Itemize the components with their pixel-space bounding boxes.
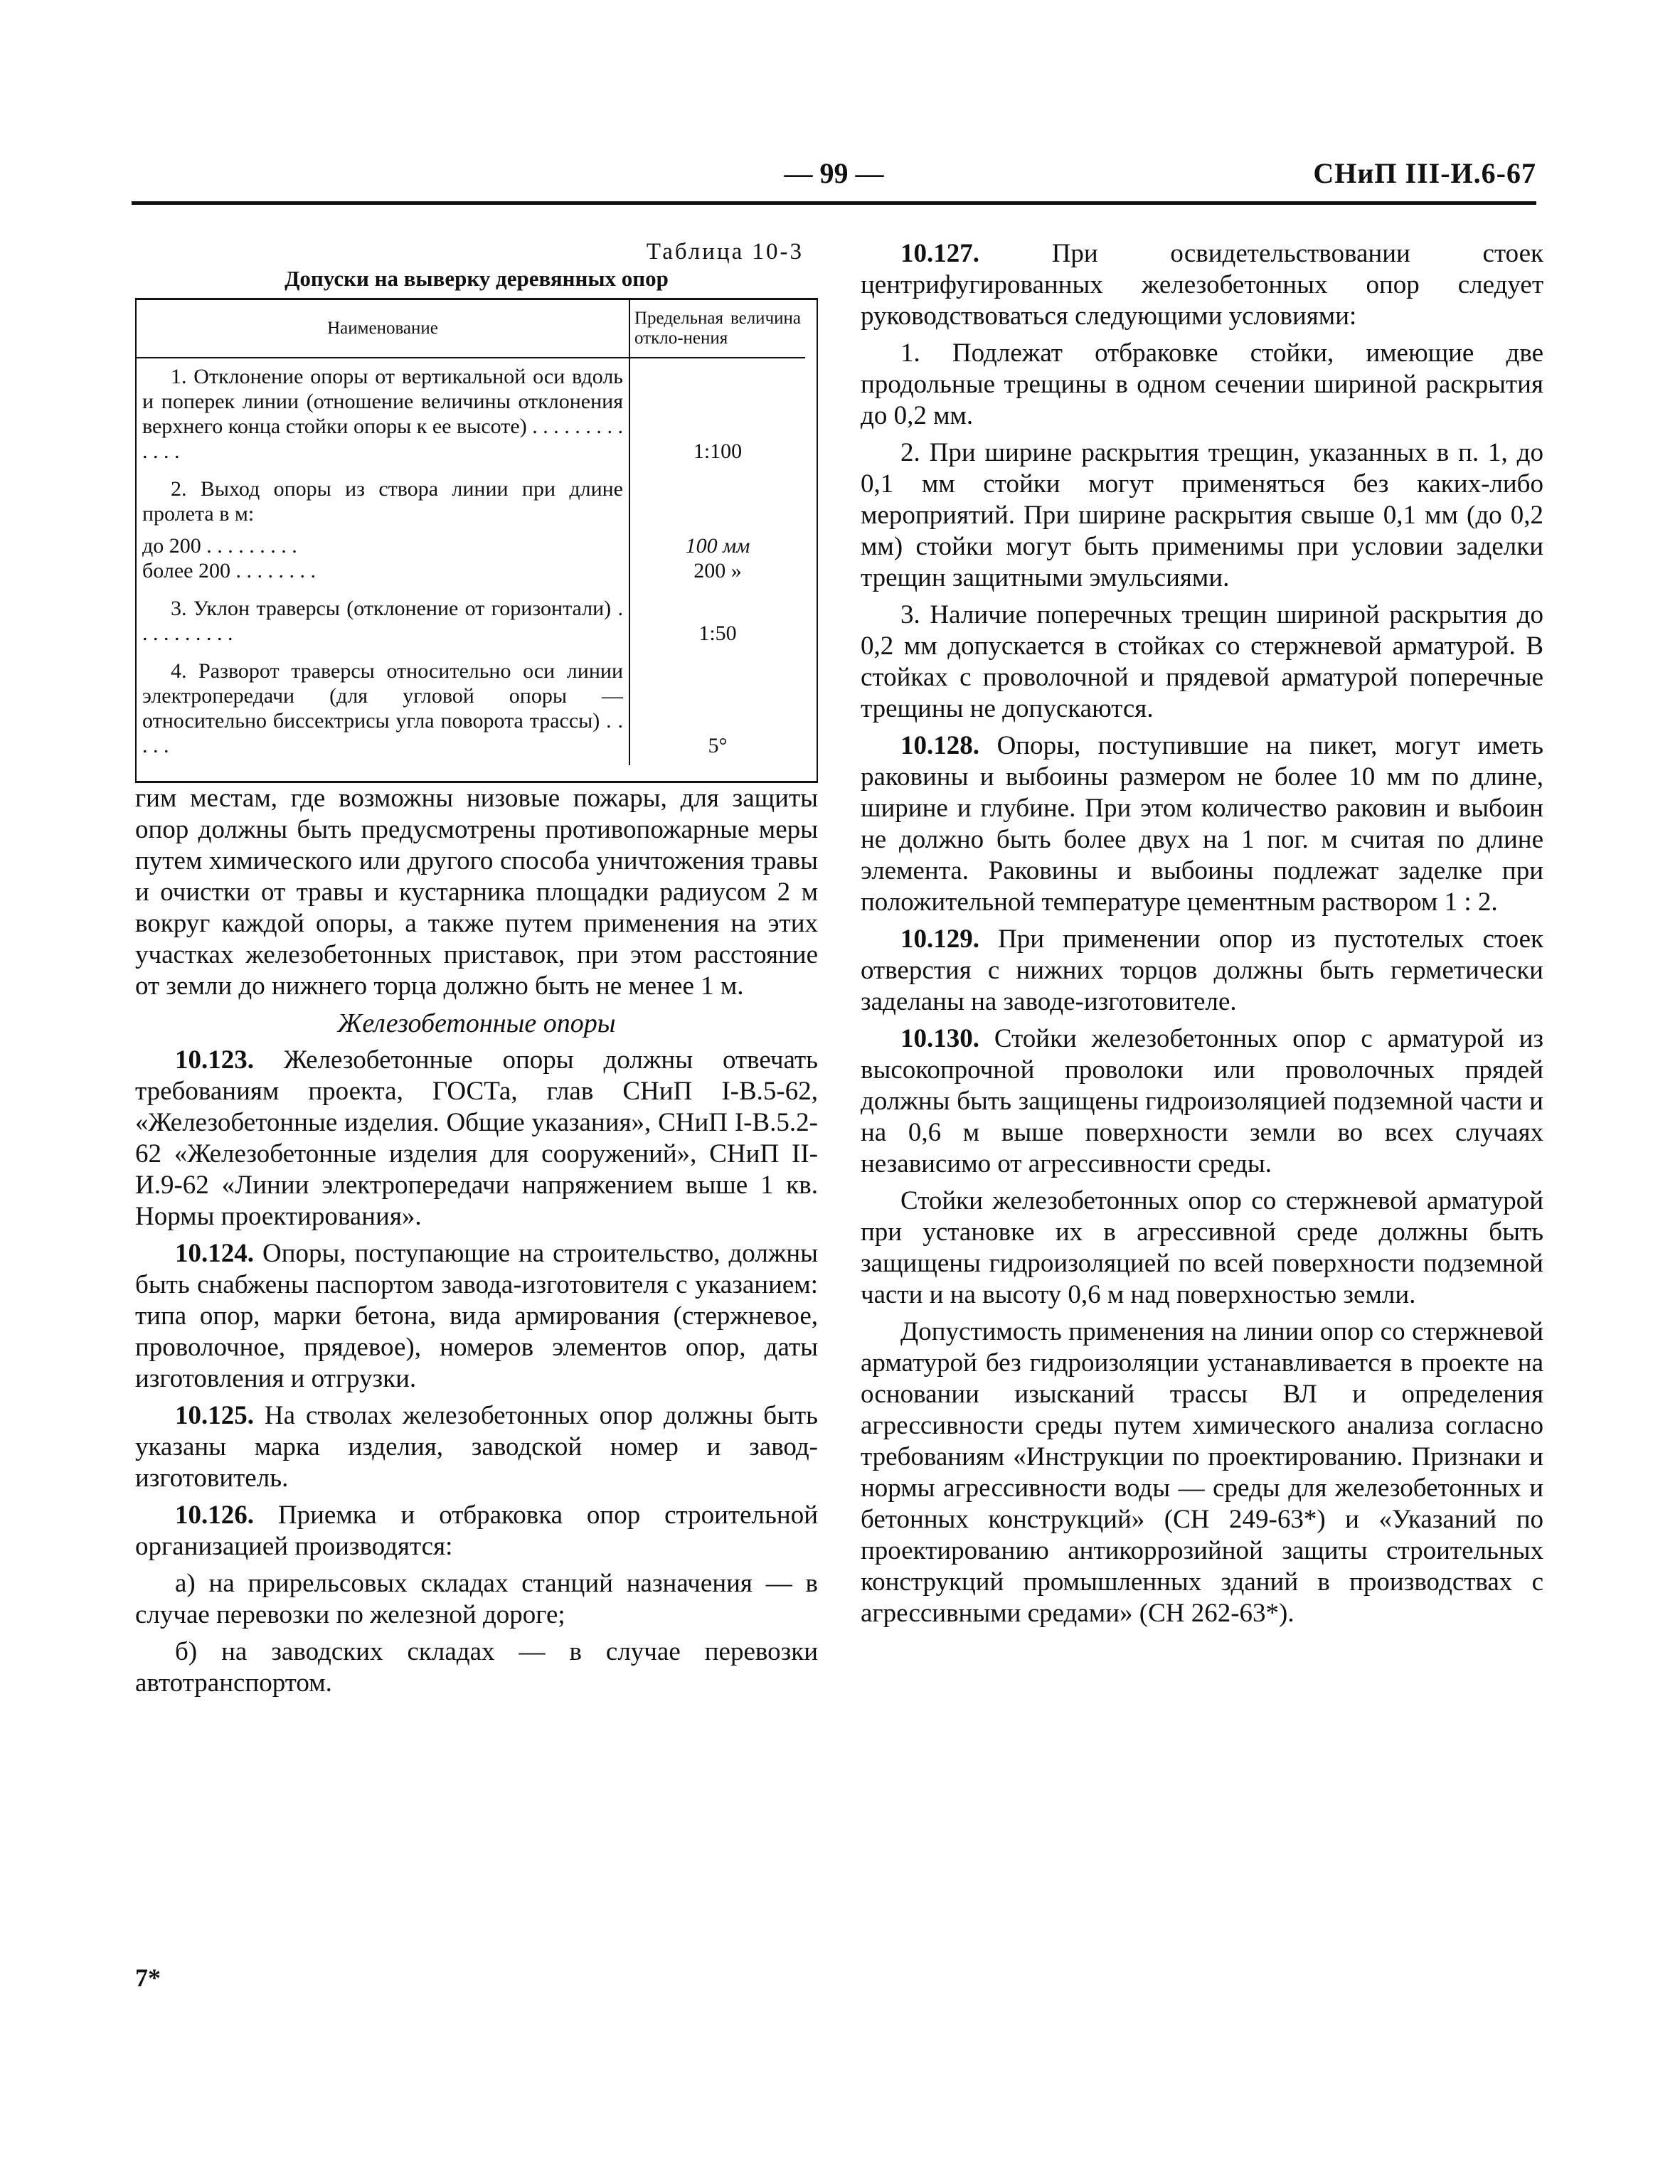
table-row (137, 590, 805, 653)
paragraph-10-125: 10.125. На стволах железобетонных опор должны быть указаны марка изделия, заводской номер и завод-изготовитель. (135, 1401, 819, 1493)
page-number: — 99 — (784, 157, 884, 189)
row-text: 1. Отклонение опоры от вертикальной оси вдоль и поперек линии (отношение величины отклонения верхнего конца стойки опоры к ее высоте) . . . . . . . . . . . . . (142, 365, 623, 463)
right-column (861, 238, 1543, 1629)
table-header-name: Наименование (137, 300, 629, 358)
tolerance-table (135, 298, 818, 783)
paragraph-10-127: 10.127. При освидетельствовании стоек центрифугированных железобетонных опор следует руководствоваться следующими условиями: (861, 239, 1543, 331)
row-value: 200 » (629, 558, 805, 590)
table-row (137, 533, 805, 558)
paragraph-10-128: 10.128. Опоры, поступившие на пикет, могут иметь раковины и выбоины размером не более 10 мм по длине, ширине и глубине. При этом количество раковин и выбоин не должно быть более двух на 1 пог. м считая по длине элемента. Раковины и выбоины подлежат заделке при положительной температуре цементным раствором 1 : 2. (861, 731, 1543, 917)
signature-mark: 7* (135, 1964, 161, 1992)
row-text: 3. Уклон траверсы (отклонение от горизонтали) . . . . . . . . . . (142, 597, 623, 645)
paragraph-10-127-1: 1. Подлежат отбраковке стойки, имеющие две продольные трещины в одном сечении шириной раскрытия до 0,2 мм. (861, 339, 1543, 430)
row-value: 5° (629, 653, 805, 765)
paragraph-10-130: 10.130. Стойки железобетонных опор с арматурой из высокопрочной проволоки или проволочных прядей должны быть защищены гидроизоляцией подземной части и на 0,6 м выше поверхности земли во всех случаях независимо от агрессивности среды. (861, 1024, 1544, 1178)
document-code: СНиП III-И.6-67 (1313, 157, 1536, 189)
paragraph-10-123: 10.123. Железобетонные опоры должны отвечать требованиям проекта, ГОСТа, глав СНиП I-В.5-62, «Железобетонные изделия. Общие указания», СНиП I-В.5.2-62 «Железобетонные изделия для сооружений», СНиП II-И.9-62 «Линии электропередачи напряжением выше 1 кв. Нормы проектирования». (135, 1045, 818, 1231)
row-text: до 200 . . . . . . . . . (142, 534, 297, 558)
header-rule (132, 201, 1536, 205)
row-value: 1:50 (629, 590, 805, 653)
row-text: 2. Выход опоры из створа линии при длине пролета в м: (142, 477, 623, 526)
row-value (629, 471, 805, 533)
paragraph-10-130-c: Допустимость применения на линии опор со стержневой арматурой без гидроизоляции устанавливается в проекте на основании изысканий трассы ВЛ и определения агрессивности среды путем химического анализа согласно требованиям «Инструкции по проектированию. Признаки и нормы агрессивности воды — среды для железобетонных и бетонных конструкций» (СН 249-63*) и «Указаний по проектированию антикоррозийной защиты строительных конструкций промышленных зданий в производствах с агрессивными средами» (СН 262-63*). (861, 1317, 1543, 1628)
paragraph-10-127-3: 3. Наличие поперечных трещин шириной раскрытия до 0,2 мм допускается в стойках со стержневой арматурой. В стойках с проволочной и прядевой арматурой поперечные трещины не допускаются. (861, 600, 1543, 723)
paragraph-10-127-2: 2. При ширине раскрытия трещин, указанных в п. 1, до 0,1 мм стойки могут применяться без каких-либо мероприятий. При ширине раскрытия свыше 0,1 мм (до 0,2 мм) стойки могут быть применимы при условии заделки трещин защитными эмульсиями. (861, 438, 1543, 592)
page-header (132, 156, 1536, 199)
table-row (137, 653, 805, 765)
section-heading: Железобетонные опоры (337, 1008, 616, 1038)
paragraph-10-130-b: Стойки железобетонных опор со стержневой арматурой при установке их в агрессивной среде должны быть защищены гидроизоляцией по всей поверхности подземной части и на высоту 0,6 м над поверхностью земли. (861, 1186, 1543, 1309)
paragraph-10-126-b: б) на заводских складах — в случае перевозки автотранспортом. (135, 1637, 818, 1698)
table-caption: Таблица 10-3 (646, 239, 804, 265)
table-row (137, 358, 805, 471)
row-value: 1:100 (629, 358, 805, 471)
paragraph-10-124: 10.124. Опоры, поступающие на строительство, должны быть снабжены паспортом завода-изготовителя с указанием: типа опор, марки бетона, вида армирования (стержневое, проволочное, прядевое), номеров элементов опор, даты изготовления и отгрузки. (135, 1239, 819, 1393)
row-text: более 200 . . . . . . . . (142, 559, 316, 582)
table-title: Допуски на выверку деревянных опор (285, 266, 669, 291)
table-row (137, 558, 805, 590)
table-header-value: Предельная величина откло-нения (629, 300, 805, 358)
paragraph-10-126-a: а) на прирельсовых складах станций назначения — в случае перевозки по железной дороге; (135, 1569, 818, 1629)
left-column (135, 238, 818, 1699)
table-row (137, 471, 805, 533)
paragraph-10-129: 10.129. При применении опор из пустотелых стоек отверстия с нижних торцов должны быть герметически заделаны на заводе-изготовителе. (861, 925, 1544, 1016)
paragraph-fire-protection: гим местам, где возможны низовые пожары, для защиты опор должны быть предусмотрены противопожарные меры путем химического или другого способа уничтожения травы и очистки от травы и кустарника площадки радиусом 2 м вокруг каждой опоры, а также путем применения на этих участках железобетонных приставок, при этом расстояние от земли до нижнего торца должно быть не менее 1 м. (135, 784, 818, 1001)
row-value: 100 мм (629, 533, 805, 558)
row-text: 4. Разворот траверсы относительно оси линии электропередачи (для угловой опоры — относительно биссектрисы угла поворота трассы) . . . . . (142, 659, 623, 757)
paragraph-10-126: 10.126. Приемка и отбраковка опор строительной организацией производятся: (135, 1501, 819, 1561)
